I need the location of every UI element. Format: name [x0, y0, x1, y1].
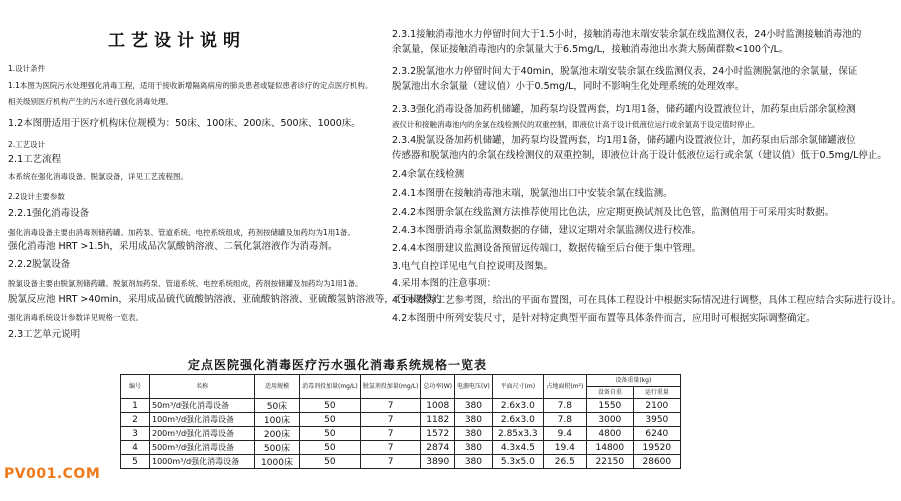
text-line: 2.2设计主要参数	[8, 192, 65, 201]
cell-beds: 100床	[255, 413, 300, 427]
cell-no: 5	[121, 455, 150, 469]
text-line: 4.采用本图的注意事项：	[392, 278, 497, 289]
text-line: 脱氯设备主要由脱氯剂储药罐、脱氯剂加药泵、管道系统、电控系统组成，药剂按储罐及加药均为1用1备。	[8, 279, 363, 288]
table-header-row	[121, 375, 681, 387]
text-line: 2.2.1强化消毒设备	[8, 208, 90, 219]
text-line: 强化消毒设备主要由消毒剂储药罐、加药泵、管道系统、电控系统组成，药剂按储罐及加药均为1用1备。	[8, 228, 356, 237]
cell-weight-run: 3950	[633, 413, 680, 427]
text-line: 1.设计条件	[8, 64, 46, 73]
cell-beds: 50床	[255, 399, 300, 413]
cell-voltage: 380	[455, 427, 493, 441]
header-weight-run: 运行重量	[633, 387, 680, 399]
cell-weight-run: 19520	[633, 441, 680, 455]
text-line: 脱氯反应池 HRT >40min，采用成品硫代硫酸钠溶液、亚硫酸钠溶液、亚硫酸氢钠溶液等，不同规模的	[8, 294, 442, 305]
spec-table	[120, 374, 681, 469]
text-line: 2.1工艺流程	[8, 154, 62, 165]
cell-no: 2	[121, 413, 150, 427]
cell-size: 2.6x3.0	[492, 413, 543, 427]
table-row	[121, 441, 681, 455]
cell-voltage: 380	[455, 455, 493, 469]
cell-no: 4	[121, 441, 150, 455]
text-line: 2.4余氯在线检测	[392, 169, 465, 180]
text-line: 2.3.2脱氯池水力停留时间大于40min，脱氯池末端安装余氯在线监测仪表，24小时监测脱氯池的余氯量，保证	[392, 66, 858, 77]
cell-name: 50m³/d强化消毒设备	[150, 399, 255, 413]
text-line: 液仪计和接触消毒池内的余氯在线检测仪的双重控制，即液位计高于设计低液位运行或余氯高于设定值时停止。	[392, 120, 760, 129]
cell-dechlor: 7	[360, 427, 421, 441]
text-line: 2.2.2脱氯设备	[8, 259, 71, 270]
cell-beds: 500床	[255, 441, 300, 455]
table-title: 定点医院强化消毒医疗污水强化消毒系统规格一览表	[188, 358, 488, 372]
text-line: 2.3工艺单元说明	[8, 329, 81, 340]
cell-area: 26.5	[543, 455, 586, 469]
cell-beds: 1000床	[255, 455, 300, 469]
cell-no: 3	[121, 427, 150, 441]
text-line: 4.2本图册中所列安装尺寸，是针对特定典型平面布置等具体条件而言，应用时可根据实际调整确定。	[392, 313, 816, 324]
table-row	[121, 427, 681, 441]
cell-weight-install: 1550	[586, 399, 633, 413]
text-line: 相关级别医疗机构产生的污水进行强化消毒处理。	[8, 97, 173, 106]
header-plan-size: 平面尺寸(m)	[492, 375, 543, 399]
header-power: 总功率(W)	[421, 375, 455, 399]
cell-name: 1000m³/d强化消毒设备	[150, 455, 255, 469]
cell-weight-install: 3000	[586, 413, 633, 427]
header-chlorine-dose: 消毒剂投加量(mg/L)	[300, 375, 361, 399]
cell-area: 7.8	[543, 413, 586, 427]
cell-chlorine: 50	[300, 413, 361, 427]
header-voltage: 电源电压(V)	[455, 375, 493, 399]
cell-power: 1572	[421, 427, 455, 441]
cell-size: 2.85x3.3	[492, 427, 543, 441]
text-line: 1.1本图为医院污水处理强化消毒工程，适用于接收新增隔离病房的肺炎患者或疑似患者诊疗的定点医疗机构。	[8, 81, 373, 90]
cell-dechlor: 7	[360, 399, 421, 413]
header-area: 占地面积(m²)	[543, 375, 586, 399]
text-line: 2.工艺设计	[8, 140, 46, 149]
cell-weight-install: 14800	[586, 441, 633, 455]
text-line: 2.4.2本图册余氯在线监测方法推荐使用比色法，应定期更换试剂及比色管，监测值用于可采用实时数据。	[392, 207, 835, 218]
cell-power: 1182	[421, 413, 455, 427]
cell-size: 2.6x3.0	[492, 399, 543, 413]
watermark: PV001.COM	[4, 466, 101, 482]
text-line: 2.4.1本图册在接触消毒池末端，脱氯池出口中安装余氯在线监测。	[392, 188, 673, 199]
cell-name: 200m³/d强化消毒设备	[150, 427, 255, 441]
cell-voltage: 380	[455, 441, 493, 455]
text-line: 2.3.3强化消毒设备加药机储罐，加药泵均设置两套，均1用1备，储药罐内设置液位计，加药泵由后部余氯检测	[392, 104, 856, 115]
cell-dechlor: 7	[360, 455, 421, 469]
cell-beds: 200床	[255, 427, 300, 441]
cell-weight-install: 22150	[586, 455, 633, 469]
cell-area: 19.4	[543, 441, 586, 455]
header-beds: 适用规模	[255, 375, 300, 399]
cell-name: 100m³/d强化消毒设备	[150, 413, 255, 427]
cell-voltage: 380	[455, 399, 493, 413]
text-line: 强化消毒系统设计参数详见规格一览表。	[8, 313, 143, 322]
cell-chlorine: 50	[300, 455, 361, 469]
text-line: 本系统在强化消毒设备、脱氯设备，详见工艺流程图。	[8, 172, 188, 181]
cell-chlorine: 50	[300, 441, 361, 455]
cell-power: 3890	[421, 455, 455, 469]
cell-dechlor: 7	[360, 441, 421, 455]
header-weight-install: 设备自重	[586, 387, 633, 399]
cell-weight-run: 2100	[633, 399, 680, 413]
cell-chlorine: 50	[300, 427, 361, 441]
table-row	[121, 399, 681, 413]
text-line: 脱氯池出水余氯量（建议值）小于0.5mg/L，同时不影响生化处理系统的处理效率。	[392, 81, 745, 92]
cell-area: 7.8	[543, 399, 586, 413]
header-no: 编号	[121, 375, 150, 399]
text-line: 传感器和脱氯池内的余氯在线检测仪的双重控制，即液位计高于设计低液位运行或余氯（建议值）低于0.5mg/L停止。	[392, 150, 887, 161]
header-dechlor-dose: 脱氯剂投加量(mg/L)	[360, 375, 421, 399]
cell-size: 4.3x4.5	[492, 441, 543, 455]
header-name: 名称	[150, 375, 255, 399]
cell-size: 5.3x5.0	[492, 455, 543, 469]
text-line: 1.2本图册适用于医疗机构床位规模为：50床、100床、200床、500床、1000床。	[8, 118, 361, 129]
cell-dechlor: 7	[360, 413, 421, 427]
text-line: 2.4.3本图册消毒余氯监测数据的存储，建议定期对余氯监测仪进行校准。	[392, 225, 702, 236]
text-line: 2.4.4本图册建议监测设备预留远传端口，数据传输至后台便于集中管理。	[392, 243, 702, 254]
text-line: 3.电气自控详见电气自控说明及图集。	[392, 261, 554, 272]
table-row	[121, 455, 681, 469]
table-row	[121, 413, 681, 427]
cell-weight-run: 28600	[633, 455, 680, 469]
text-line: 余氯量，保证接触消毒池内的余氯量大于6.5mg/L，接触消毒池出水粪大肠菌群数<100个/L。	[392, 44, 789, 55]
text-line: 强化消毒池 HRT >1.5h，采用成品次氯酸钠溶液、二氧化氯溶液作为消毒剂。	[8, 241, 338, 252]
page-title: 工艺设计说明	[108, 31, 246, 51]
text-line: 2.3.1接触消毒池水力停留时间大于1.5小时，接触消毒池末端安装余氯在线监测仪表，24小时监测接触消毒池的	[392, 29, 862, 40]
cell-weight-install: 4800	[586, 427, 633, 441]
cell-weight-run: 6240	[633, 427, 680, 441]
cell-area: 9.4	[543, 427, 586, 441]
cell-power: 2874	[421, 441, 455, 455]
cell-no: 1	[121, 399, 150, 413]
cell-power: 1008	[421, 399, 455, 413]
cell-name: 500m³/d强化消毒设备	[150, 441, 255, 455]
cell-voltage: 380	[455, 413, 493, 427]
cell-chlorine: 50	[300, 399, 361, 413]
text-line: 4.1本图为工艺参考图，给出的平面布置图，可在具体工程设计中根据实际情况进行调整，具体工程应结合实际进行设计。	[392, 295, 901, 306]
header-weight: 设备重量(kg)	[586, 375, 680, 387]
text-line: 2.3.4脱氯设备加药机储罐，加药泵均设置两套，均1用1备，储药罐内设置液位计，加药泵由后部余氯储罐液位	[392, 135, 856, 146]
